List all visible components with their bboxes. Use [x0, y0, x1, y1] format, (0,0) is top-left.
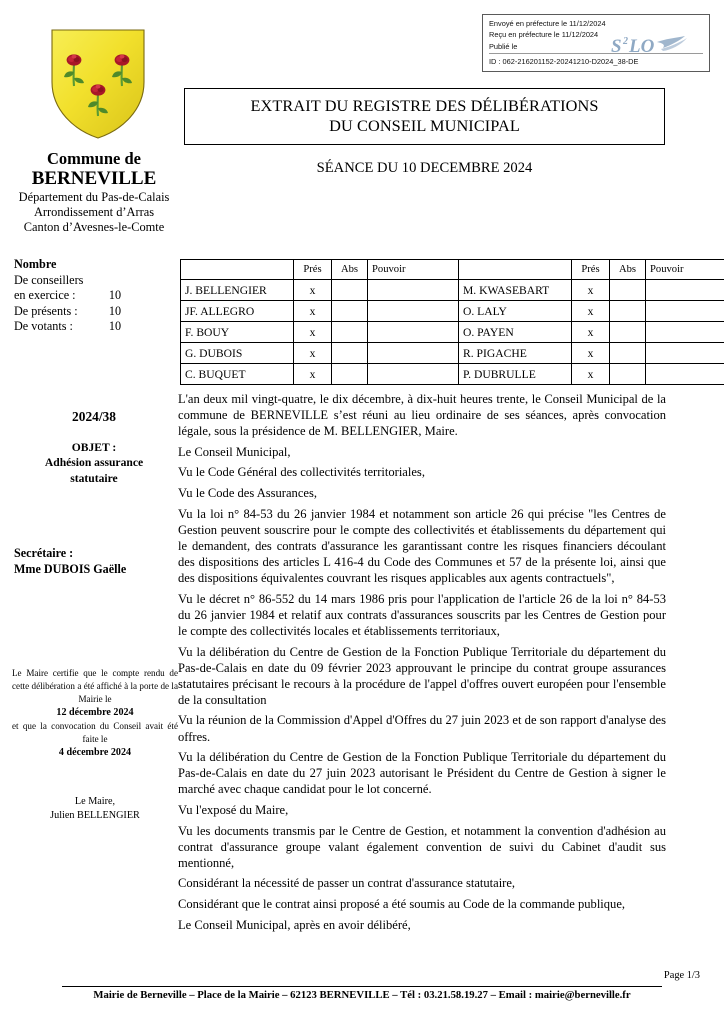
deliberation-number: 2024/38 — [72, 409, 116, 424]
councillor-absent-mark — [610, 343, 646, 364]
councillor-proxy — [646, 301, 724, 322]
councillor-name: JF. ALLEGRO — [181, 301, 294, 322]
councillor-present-mark: x — [294, 280, 332, 301]
councillor-present-mark: x — [294, 301, 332, 322]
arrondissement-label: Arrondissement d’Arras — [33, 205, 155, 220]
prefecture-id-line: ID : 062-216201152-20241210-D2024_38-DE — [489, 53, 703, 67]
objet-block — [4, 440, 184, 486]
councillor-present-mark: x — [572, 343, 610, 364]
councillor-name: M. KWASEBART — [459, 280, 572, 301]
objet-label: OBJET : — [71, 441, 117, 454]
certification-line-2: et que la convocation du Conseil avait été faite le — [12, 721, 178, 744]
councillor-absent-mark — [332, 322, 368, 343]
body-paragraph-vu-decret-86-552: Vu le décret n° 86-552 du 14 mars 1986 pris pour l'application de l'article 26 de la loi n° 84-53 du 26 janvier 1984 et relatif aux contrats d'assurances souscrits par les Centres de Gestion pour le compte des collectivités locales et établissements territoriaux, — [178, 591, 666, 638]
page-number: Page 1/3 — [663, 970, 700, 981]
table-row — [181, 280, 724, 301]
attendance-header-row — [181, 260, 724, 280]
body-paragraph-vu-assurances: Vu le Code des Assurances, — [178, 486, 317, 501]
body-paragraph-vu-loi-84-53: Vu la loi n° 84-53 du 26 janvier 1984 et notamment son article 26 qui précise "les Centres de Gestion peuvent souscrire pour le compte des collectivités et établissements du département qui le demandent, des contrats d'assurance les garantissant contre les risques financiers découlant des dispositions des articles L 416-4 du Code des Communes et 57 de la présente loi, ainsi que des dispositions équivalentes couvrant les risques applicables aux agents contractuels", — [178, 506, 666, 586]
councillor-name: J. BELLENGIER — [181, 280, 294, 301]
count-value-exercice: 10 — [108, 288, 122, 303]
body-paragraph-considerant-1: Considérant la nécessité de passer un contrat d'assurance statutaire, — [178, 876, 516, 891]
councillor-proxy — [646, 343, 724, 364]
commune-label: Commune de — [47, 149, 141, 168]
councillor-name: R. PIGACHE — [459, 343, 572, 364]
blason-shield-icon — [46, 26, 150, 142]
header-left-abs: Abs — [332, 260, 368, 280]
councillor-name: C. BUQUET — [181, 364, 294, 385]
councillor-proxy — [646, 280, 724, 301]
councillor-name: O. LALY — [459, 301, 572, 322]
body-paragraph-vu-cgct: Vu le Code Général des collectivités territoriales, — [178, 465, 425, 480]
body-paragraph-council: Le Conseil Municipal, — [178, 444, 291, 459]
councillor-absent-mark — [610, 301, 646, 322]
objet-line-1: Adhésion assurance — [44, 456, 144, 470]
councillor-name: O. PAYEN — [459, 322, 572, 343]
body-paragraph-vu-documents: Vu les documents transmis par le Centre de Gestion, et notamment la convention d'adhésion au contrat d'assurance groupe valant également convention de suivi du Cabinet d'audit sus mentionné, — [178, 823, 666, 870]
councillor-absent-mark — [332, 343, 368, 364]
svg-text:2: 2 — [623, 36, 628, 47]
councillor-proxy — [646, 322, 724, 343]
header-right-pouvoir: Pouvoir — [646, 260, 724, 280]
councillor-present-mark: x — [294, 343, 332, 364]
certification-block — [12, 667, 178, 760]
departement-label: Département du Pas-de-Calais — [18, 189, 170, 204]
header-right-abs: Abs — [610, 260, 646, 280]
header-left-pres: Prés — [294, 260, 332, 280]
councillor-present-mark: x — [572, 364, 610, 385]
councillor-absent-mark — [610, 322, 646, 343]
body-paragraph-opening: L'an deux mil vingt-quatre, le dix décembre, à dix-huit heures trente, le Conseil Municipal de la commune de BERNEVILLE s’est réuni au lieu ordinaire de ses séances, après convocation légale, sous la présidence de M. BELLENGIER, Maire. — [178, 392, 666, 439]
canton-label: Canton d’Avesnes-le-Comte — [23, 220, 165, 235]
councillor-name: G. DUBOIS — [181, 343, 294, 364]
councillor-proxy — [368, 343, 459, 364]
certification-line-1: Le Maire certifie que le compte rendu de cette délibération a été affiché à la porte de la Mairie le — [12, 668, 178, 704]
prefecture-received-line: Reçu en préfecture le 11/12/2024 — [489, 30, 599, 40]
councillor-proxy — [368, 364, 459, 385]
document-title-box — [184, 88, 665, 145]
councillor-absent-mark — [332, 364, 368, 385]
body-paragraph-vu-delib-cdg-2023-06: Vu la délibération du Centre de Gestion de la Fonction Publique Territoriale du département du Pas-de-Calais en date du 27 juin 2023 autorisant le Président du Centre de Gestion à signer le marché avec chaque candidat pour le lot concerné. — [178, 750, 666, 797]
secretaire-label: Secrétaire : — [14, 546, 74, 560]
count-row-presents — [14, 304, 182, 320]
mayor-signature-block — [12, 795, 178, 823]
svg-text:LO: LO — [629, 36, 655, 57]
body-paragraph-vu-cao: Vu la réunion de la Commission d'Appel d'Offres du 27 juin 2023 et de son rapport d'analyse des offres. — [178, 713, 666, 744]
count-label-presents: De présents : — [14, 303, 78, 318]
prefecture-stamp-box — [482, 14, 710, 72]
certification-posting-date: 12 décembre 2024 — [56, 706, 134, 718]
prefecture-sent-line: Envoyé en préfecture le 11/12/2024 — [489, 19, 606, 28]
body-paragraph-considerant-2: Considérant que le contrat ainsi proposé a été soumis au Code de la commande publique, — [178, 897, 626, 912]
nombre-title: Nombre — [14, 257, 57, 271]
table-row — [181, 322, 724, 343]
mayor-name: Julien BELLENGIER — [50, 809, 140, 821]
prefecture-published-line: Publié le — [489, 41, 518, 51]
count-label-exercice: en exercice : — [14, 288, 76, 303]
body-paragraph-closing: Le Conseil Municipal, après en avoir délibéré, — [178, 917, 411, 932]
councillor-proxy — [646, 364, 724, 385]
session-date-heading: SÉANCE DU 10 DECEMBRE 2024 — [316, 160, 533, 176]
certification-convocation-date: 4 décembre 2024 — [58, 746, 132, 758]
footer-address: Mairie de Berneville – Place de la Mairie – 62123 BERNEVILLE – Tél : 03.21.58.19.27 – Email : mairie@berneville.fr — [93, 989, 631, 1001]
header-right-pres: Prés — [572, 260, 610, 280]
councillor-absent-mark — [610, 280, 646, 301]
councillor-name: F. BOUY — [181, 322, 294, 343]
svg-text:S: S — [611, 36, 622, 57]
attendance-table — [180, 259, 724, 385]
count-value-presents: 10 — [108, 303, 122, 318]
table-row — [181, 343, 724, 364]
councillor-present-mark: x — [572, 322, 610, 343]
councillor-absent-mark — [332, 301, 368, 322]
deliberation-body — [178, 391, 666, 937]
commune-coat-of-arms — [46, 26, 150, 142]
councillor-name: P. DUBRULLE — [459, 364, 572, 385]
table-row — [181, 364, 724, 385]
header-left-pouvoir: Pouvoir — [368, 260, 459, 280]
header-right-name — [459, 260, 572, 280]
secretaire-name: Mme DUBOIS Gaëlle — [14, 561, 127, 576]
councillor-present-mark: x — [572, 301, 610, 322]
councillor-proxy — [368, 322, 459, 343]
commune-identity-block — [4, 150, 184, 236]
councillor-proxy — [368, 301, 459, 322]
count-label-votants: De votants : — [14, 319, 73, 334]
commune-name: BERNEVILLE — [31, 168, 157, 190]
secretary-block — [14, 546, 186, 578]
count-value-votants: 10 — [108, 319, 122, 334]
mayor-title: Le Maire, — [74, 796, 116, 807]
nombre-subtitle: De conseillers — [14, 272, 84, 287]
header-left-name — [181, 260, 294, 280]
councillor-present-mark: x — [572, 280, 610, 301]
footer-divider — [62, 986, 662, 987]
councillor-absent-mark — [610, 364, 646, 385]
objet-line-2: statutaire — [70, 471, 118, 485]
count-row-exercice — [14, 288, 182, 304]
councillor-absent-mark — [332, 280, 368, 301]
body-paragraph-vu-expose-maire: Vu l'exposé du Maire, — [178, 803, 289, 818]
body-paragraph-vu-delib-cdg-2023-02: Vu la délibération du Centre de Gestion de la Fonction Publique Territoriale du département du Pas-de-Calais en date du 09 février 2023 approuvant le principe du contrat groupe assurances statutaires précisant le recours à la procédure de l'appel d'offres ouvert européen pour l'ensemble de la consultation — [178, 644, 666, 707]
table-row — [181, 301, 724, 322]
councillor-proxy — [368, 280, 459, 301]
document-title-line-1: EXTRAIT DU REGISTRE DES DÉLIBÉRATIONS — [250, 96, 599, 115]
councillor-present-mark: x — [294, 364, 332, 385]
councillor-present-mark: x — [294, 322, 332, 343]
count-row-votants — [14, 319, 182, 335]
document-title-line-2: DU CONSEIL MUNICIPAL — [329, 115, 520, 135]
councillor-counts-block — [14, 257, 182, 335]
